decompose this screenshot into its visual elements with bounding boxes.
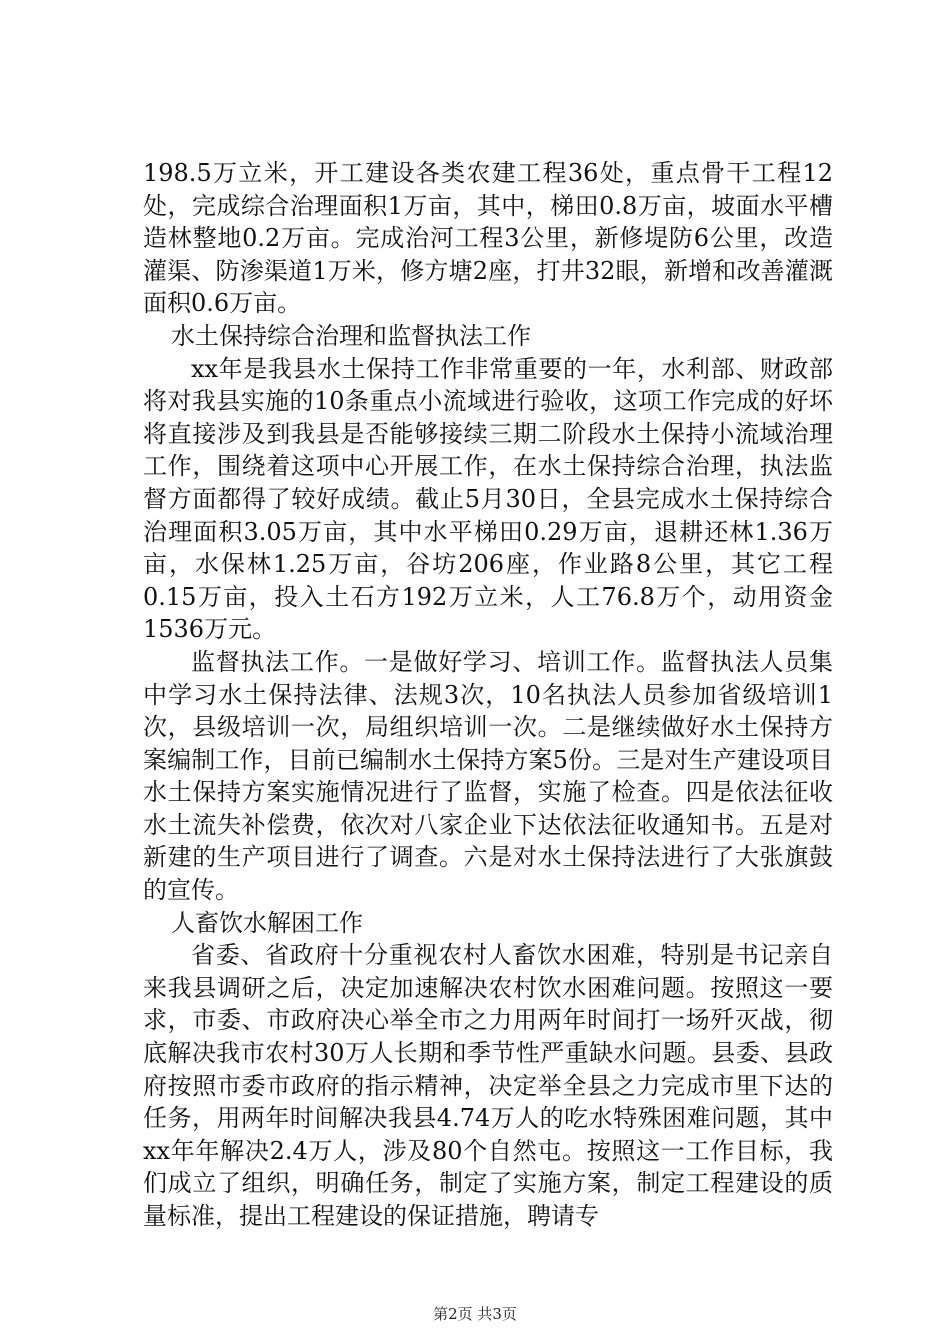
paragraph-drinking-water: 省委、省政府十分重视农村人畜饮水困难，特别是书记亲自来我县调研之后，决定加速解决农村饮水困难问题。按照这一要求，市委、市政府决心举全市之力用两年时间打一场歼灭战，彻底解决我市农村30万人长期和季节性严重缺水问题。县委、县政府按照市委市政府的指示精神，决定举全县之力完成市里下达的任务，用两年时间解决我县4.74万人的吃水特殊困难问题，其中xx年年解决2.4万人，涉及80个自然屯。按照这一工作目标，我们成立了组织，明确任务，制定了实施方案，制定工程建设的质量标准，提出工程建设的保证措施，聘请专	[143, 941, 833, 1230]
section-heading-drinking-water: 人畜饮水解困工作	[171, 908, 363, 937]
document-body	[143, 157, 833, 1233]
paragraph-soil-conservation: xx年是我县水土保持工作非常重要的一年，水利部、财政部将对我县实施的10条重点小流域进行验收，这项工作完成的好坏将直接涉及到我县是否能够接续三期二阶段水土保持小流域治理工作，围绕着这项中心开展工作，在水土保持综合治理，执法监督方面都得了较好成绩。截止5月30日，全县完成水土保持综合治理面积3.05万亩，其中水平梯田0.29万亩，退耕还林1.36万亩，水保林1.25万亩，谷坊206座，作业路8公里，其它工程0.15万亩，投入土石方192万立米，人工76.8万个，动用资金1536万元。	[143, 354, 833, 644]
paragraph-supervision-enforcement: 监督执法工作。一是做好学习、培训工作。监督执法人员集中学习水土保持法律、法规3次，10名执法人员参加省级培训1次，县级培训一次，局组织培训一次。二是继续做好水土保持方案编制工作，目前已编制水土保持方案5份。三是对生产建设项目水土保持方案实施情况进行了监督，实施了检查。四是依法征收水土流失补偿费，依次对八家企业下达依法征收通知书。五是对新建的生产项目进行了调查。六是对水土保持法进行了大张旗鼓的宣传。	[143, 647, 833, 905]
page-footer: 第2页 共3页	[433, 1305, 517, 1323]
section-heading-soil-conservation: 水土保持综合治理和监督执法工作	[171, 321, 531, 350]
paragraph-continuation: 198.5万立米，开工建设各类农建工程36处，重点骨干工程12处，完成综合治理面积1万亩，其中，梯田0.8万亩，坡面水平槽造林整地0.2万亩。完成治河工程3公里，新修堤防6公里，改造灌渠、防渗渠道1万米，修方塘2座，打井32眼，新增和改善灌溉面积0.6万亩。	[143, 159, 833, 318]
